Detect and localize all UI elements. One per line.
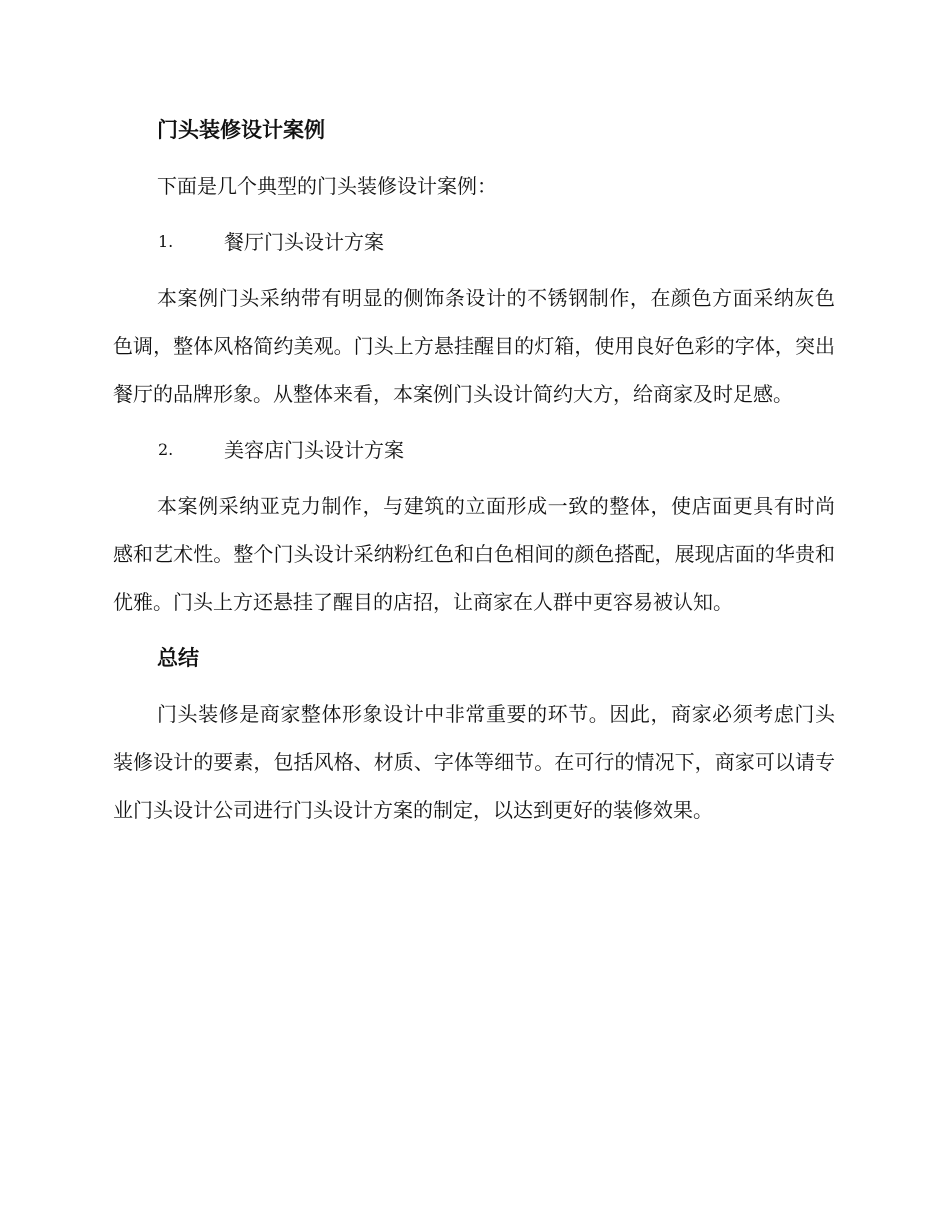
- list-title: 美容店门头设计方案: [224, 438, 404, 462]
- section-intro: 下面是几个典型的门头装修设计案例：: [157, 174, 497, 198]
- case-1-paragraph: 本案例门头采纳带有明显的侧饰条设计的不锈钢制作，在颜色方面采纳灰色色调，整体风格简约美观。门头上方悬挂醒目的灯箱，使用良好色彩的字体，突出餐厅的品牌形象。从整体来看，本案例门头设计简约大方，给商家及时足感。: [113, 286, 835, 406]
- document-content: [113, 106, 835, 842]
- list-item-case-1: [113, 218, 835, 266]
- section-heading-summary: 总结: [157, 646, 199, 670]
- list-title: 餐厅门头设计方案: [224, 230, 384, 254]
- case-2-paragraph: 本案例采纳亚克力制作，与建筑的立面形成一致的整体，使店面更具有时尚感和艺术性。整个门头设计采纳粉红色和白色相间的颜色搭配，展现店面的华贵和优雅。门头上方还悬挂了醒目的店招，让商家在人群中更容易被认知。: [113, 494, 835, 614]
- summary-paragraph: 门头装修是商家整体形象设计中非常重要的环节。因此，商家必须考虑门头装修设计的要素，包括风格、材质、字体等细节。在可行的情况下，商家可以请专业门头设计公司进行门头设计方案的制定，以达到更好的装修效果。: [113, 702, 835, 822]
- list-number: 2.: [158, 440, 174, 459]
- list-item-case-2: [113, 426, 835, 474]
- list-number: 1.: [158, 232, 174, 251]
- section-heading-cases: 门头装修设计案例: [157, 118, 325, 142]
